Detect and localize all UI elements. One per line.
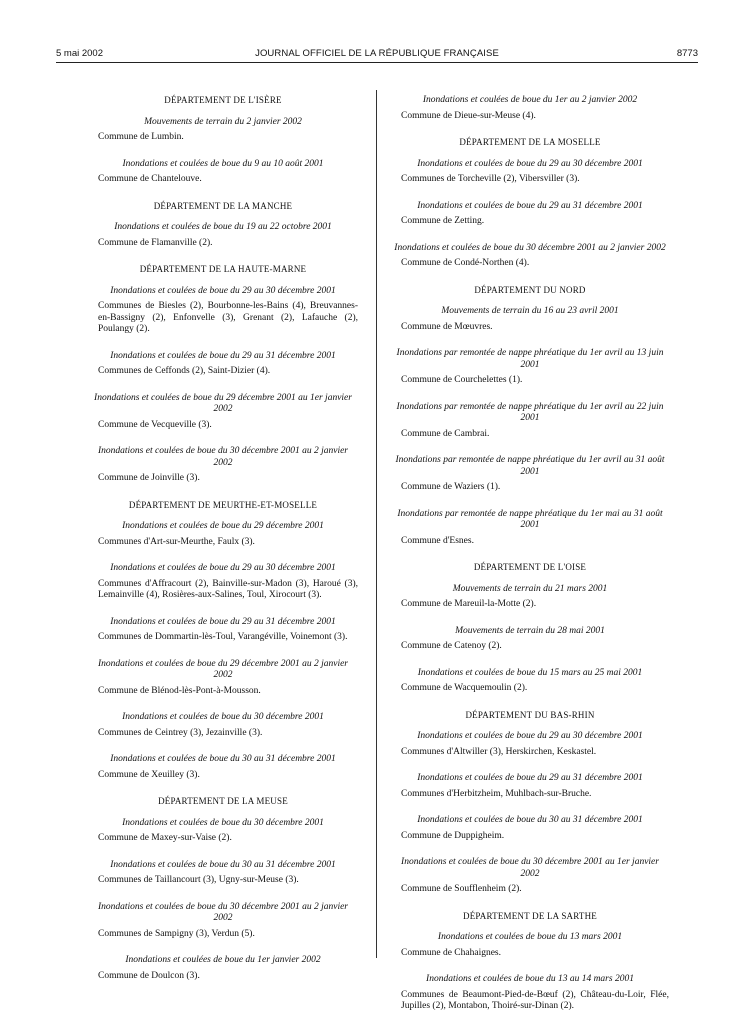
communes-list: Commune de Waziers (1). [401,482,501,492]
communes-list: Commune de Cambrai. [401,428,490,439]
communes-list: Commune de Wacquemoulin (2). [401,683,528,693]
communes-list: Commune de Maxey-sur-Vaise (2). [98,833,232,843]
event-title: Mouvements de terrain du 28 mai 2001 [455,625,605,636]
event-title: Inondations et coulées de boue du 15 mars au 25 mai 2001 [417,667,643,678]
event-title: Inondations et coulées de boue du 29 au 30 décembre 2001 [417,731,643,741]
communes-list: Commune de Dieue-sur-Meuse (4). [401,110,536,121]
event-title: Inondations et coulées de boue du 30 décembre 2001 au 2 janvier 2002 [97,901,349,923]
left-column [88,95,358,997]
event-title: Inondations par remontée de nappe phréatique du 1er mai au 31 août 2001 [397,508,663,530]
communes-list: Commune de Flamanville (2). [98,237,213,248]
communes-list: Communes de Dommartin-lès-Toul, Varangéville, Voinemont (3). [98,632,348,642]
department-heading: DÉPARTEMENT DE LA MOSELLE [459,137,601,147]
event-title: Inondations et coulées de boue du 29 au 31 décembre 2001 [110,616,336,627]
event-title: Mouvements de terrain du 2 janvier 2002 [144,116,302,127]
communes-list: Commune de Soufflenheim (2). [401,884,522,894]
page-header [56,48,698,62]
event-title: Inondations et coulées de boue du 30 décembre 2001 [122,817,324,828]
department-heading: DÉPARTEMENT DE LA MANCHE [153,200,293,211]
event-title: Inondations par remontée de nappe phréatique du 1er avril au 13 juin 2001 [396,348,664,370]
department-heading: DÉPARTEMENT DE L'OISE [473,562,587,572]
event-title: Inondations et coulées de boue du 30 décembre 2001 au 2 janvier 2002 [97,446,349,468]
department-heading: DÉPARTEMENT DU NORD [474,284,586,295]
communes-list: Commune de Zetting. [401,216,485,226]
event-title: Inondations et coulées de boue du 29 au 30 décembre 2001 [110,563,336,573]
communes-list: Commune de Joinville (3). [98,473,200,483]
communes-list: Communes de Ceffonds (2), Saint-Dizier (4). [98,366,271,376]
communes-list: Commune de Doulcon (3). [98,970,200,981]
event-title: Inondations et coulées de boue du 19 au 22 octobre 2001 [114,222,332,232]
event-title: Inondations et coulées de boue du 30 décembre 2001 au 1er janvier 2002 [401,857,659,879]
event-title: Inondations et coulées de boue du 1er janvier 2002 [125,955,321,965]
event-title: Inondations et coulées de boue du 29 au 31 décembre 2001 [417,773,643,783]
communes-list: Communes de Ceintrey (3), Jezainville (3). [98,727,263,738]
header-page-number: 8773 [676,48,698,59]
communes-list: Commune de Vecqueville (3). [98,419,212,430]
event-title: Mouvements de terrain du 21 mars 2001 [452,583,608,594]
event-title: Inondations et coulées de boue du 1er au 2 janvier 2002 [422,95,638,105]
communes-list: Commune de Catenoy (2). [401,641,502,651]
communes-list: Commune de Chahaignes. [401,947,501,958]
event-title: Inondations et coulées de boue du 30 décembre 2001 [122,712,324,722]
header-rule [56,62,698,63]
department-heading: DÉPARTEMENT DE LA MEUSE [158,796,288,806]
communes-list: Communes de Torcheville (2), Vibersviller (3). [401,174,580,184]
event-title: Inondations par remontée de nappe phréatique du 1er avril au 31 août 2001 [395,455,665,477]
event-title: Inondations et coulées de boue du 29 décembre 2001 au 2 janvier 2002 [97,658,349,680]
event-title: Inondations et coulées de boue du 30 au 31 décembre 2001 [110,754,336,764]
communes-list: Communes de Beaumont-Pied-de-Bœuf (2), Château-du-Loir, Flée, Jupilles (2), Montabon, Thoiré-sur-Dinan (2). [401,989,669,1011]
event-title: Inondations par remontée de nappe phréatique du 1er avril au 22 juin 2001 [396,401,664,423]
communes-list: Commune de Duppigheim. [401,830,505,841]
header-date: 5 mai 2002 [56,48,104,59]
event-title: Inondations et coulées de boue du 29 décembre 2001 [122,521,324,531]
communes-list: Commune de Mœuvres. [401,321,493,332]
event-title: Inondations et coulées de boue du 29 au 31 décembre 2001 [110,350,336,361]
communes-list: Commune de Lumbin. [98,132,184,142]
communes-list: Communes de Taillancourt (3), Ugny-sur-Meuse (3). [98,875,299,885]
communes-list: Commune de Mareuil-la-Motte (2). [401,599,537,609]
department-heading: DÉPARTEMENT DE L'ISÈRE [164,95,282,105]
event-title: Inondations et coulées de boue du 9 au 10 août 2001 [122,158,324,169]
communes-list: Communes de Sampigny (3), Verdun (5). [98,928,255,939]
event-title: Inondations et coulées de boue du 29 au 30 décembre 2001 [110,285,336,296]
event-title: Inondations et coulées de boue du 13 mars 2001 [437,932,623,942]
communes-list: Communes d'Art-sur-Meurthe, Faulx (3). [98,536,255,547]
communes-list: Communes d'Altwiller (3), Herskirchen, Keskastel. [401,746,597,757]
communes-list: Commune de Condé-Northen (4). [401,258,530,268]
event-title: Inondations et coulées de boue du 29 au 30 décembre 2001 [417,158,643,169]
communes-list: Communes d'Herbitzheim, Muhlbach-sur-Bruche. [401,788,592,799]
communes-list: Commune de Blénod-lès-Pont-à-Mousson. [98,685,261,696]
event-title: Inondations et coulées de boue du 13 au 14 mars 2001 [426,974,634,984]
event-title: Inondations et coulées de boue du 30 au 31 décembre 2001 [417,815,643,825]
event-title: Inondations et coulées de boue du 29 décembre 2001 au 1er janvier 2002 [94,392,352,414]
department-heading: DÉPARTEMENT DE LA SARTHE [463,910,597,921]
header-title: JOURNAL OFFICIEL DE LA RÉPUBLIQUE FRANÇAISE [255,48,499,59]
event-title: Mouvements de terrain du 16 au 23 avril 2001 [441,306,619,316]
department-heading: DÉPARTEMENT DE MEURTHE-ET-MOSELLE [128,499,318,510]
event-title: Inondations et coulées de boue du 30 décembre 2001 au 2 janvier 2002 [394,242,666,253]
communes-list: Communes de Biesles (2), Bourbonne-les-Bains (4), Breuvannes-en-Bassigny (2), Enfonvelle (3), Grenant (2), Lafauche (2), Poulangy (2). [98,301,358,334]
communes-list: Communes d'Affracourt (2), Bainville-sur-Madon (3), Haroué (3), Lemainville (4), Rosières-aux-Salines, Toul, Xirocourt (3). [98,578,358,600]
event-title: Inondations et coulées de boue du 30 au 31 décembre 2001 [110,859,336,870]
communes-list: Commune de Courchelettes (1). [401,375,523,385]
department-heading: DÉPARTEMENT DU BAS-RHIN [465,709,595,720]
communes-list: Commune d'Esnes. [401,535,474,546]
communes-list: Commune de Xeuilley (3). [98,769,200,780]
event-title: Inondations et coulées de boue du 29 au 31 décembre 2001 [417,200,643,211]
department-heading: DÉPARTEMENT DE LA HAUTE-MARNE [139,264,307,274]
right-column [391,95,669,1028]
column-divider [376,90,377,958]
communes-list: Commune de Chantelouve. [98,174,202,184]
